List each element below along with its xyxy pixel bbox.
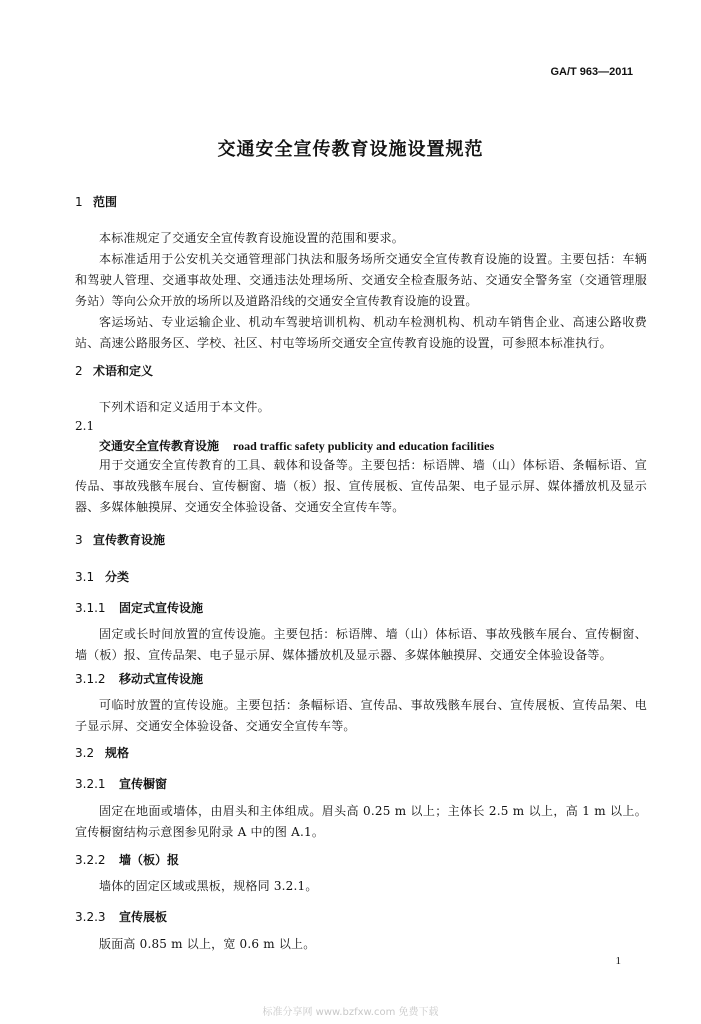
subsection-number: 3.1 <box>75 570 95 584</box>
subsection-3-1-2-heading <box>75 670 203 687</box>
subsection-title: 分类 <box>105 570 130 584</box>
subsection-3-1-heading <box>75 568 129 585</box>
subsection-3-2-1-heading <box>75 775 167 792</box>
subsection-3-1-1-heading <box>75 599 203 616</box>
section-number: 1 <box>75 195 83 209</box>
subsection-number: 3.1.1 <box>75 601 106 615</box>
page-number: 1 <box>615 955 621 967</box>
standard-code: GA/T 963—2011 <box>550 66 633 78</box>
section-1-heading <box>75 193 117 210</box>
subsection-title: 移动式宣传设施 <box>119 672 204 686</box>
subsection-3-2-2-heading <box>75 851 179 868</box>
subsection-number: 3.2 <box>75 746 95 760</box>
subsection-title: 宣传展板 <box>119 910 168 924</box>
subsection-3-2-2-paragraph: 墙体的固定区域或黑板，规格同 3.2.1。 <box>99 879 318 893</box>
subsection-3-2-3-heading <box>75 908 167 925</box>
subsection-3-2-heading <box>75 744 129 761</box>
section-2-heading <box>75 362 153 379</box>
subsection-3-2-1-paragraph: 固定在地面或墙体，由眉头和主体组成。眉头高 0.25 m 以上；主体长 2.5 m 以上，高 1 m 以上。宣传橱窗结构示意图参见附录 A 中的图 A.1。 <box>75 804 647 839</box>
section-1-paragraph-2: 本标准适用于公安机关交通管理部门执法和服务场所交通安全宣传教育设施的设置。主要包括：车辆和驾驶人管理、交通事故处理、交通违法处理场所、交通安全检查服务站、交通安全警务室（交通管理服务站）等向公众开放的场所以及道路沿线的交通安全宣传教育设施的设置。 <box>75 252 647 308</box>
section-title: 术语和定义 <box>93 364 154 378</box>
subsection-number: 3.2.2 <box>75 853 106 867</box>
section-number: 3 <box>75 533 83 547</box>
subsection-3-1-1-paragraph: 固定或长时间放置的宣传设施。主要包括：标语牌、墙（山）体标语、事故残骸车展台、宣传橱窗、墙（板）报、宣传品架、电子显示屏、媒体播放机及显示器、多媒体触摸屏、交通安全体验设备等。 <box>75 627 647 662</box>
section-3-heading <box>75 531 165 548</box>
section-title: 宣传教育设施 <box>93 533 166 547</box>
term-definition: 用于交通安全宣传教育的工具、载体和设备等。主要包括：标语牌、墙（山）体标语、条幅标语、宣传品、事故残骸车展台、宣传橱窗、墙（板）报、宣传展板、宣传品架、电子显示屏、媒体播放机及显示器、多媒体触摸屏、交通安全体验设备、交通安全宣传车等。 <box>75 458 647 514</box>
section-1-paragraph-3: 客运场站、专业运输企业、机动车驾驶培训机构、机动车检测机构、机动车销售企业、高速公路收费站、高速公路服务区、学校、社区、村屯等场所交通安全宣传教育设施的设置，可参照本标准执行。 <box>75 315 647 350</box>
subsection-number: 3.2.3 <box>75 910 106 924</box>
subsection-3-2-3-paragraph: 版面高 0.85 m 以上，宽 0.6 m 以上。 <box>99 937 316 951</box>
section-1-paragraph-1: 本标准规定了交通安全宣传教育设施设置的范围和要求。 <box>99 231 405 245</box>
watermark-text: 标准分享网 www.bzfxw.com 免费下载 <box>262 1007 439 1018</box>
document-title: 交通安全宣传教育设施设置规范 <box>217 139 484 160</box>
section-title: 范围 <box>93 195 118 209</box>
subsection-title: 宣传橱窗 <box>119 777 168 791</box>
subsection-title: 墙（板）报 <box>119 853 180 867</box>
subsection-number: 3.2.1 <box>75 777 106 791</box>
subsection-title: 固定式宣传设施 <box>119 601 204 615</box>
term-entry <box>99 437 494 454</box>
term-chinese: 交通安全宣传教育设施 <box>99 439 220 453</box>
subsection-3-1-2-paragraph: 可临时放置的宣传设施。主要包括：条幅标语、宣传品、事故残骸车展台、宣传展板、宣传品架、电子显示屏、交通安全体验设备、交通安全宣传车等。 <box>75 698 647 733</box>
subsection-title: 规格 <box>105 746 130 760</box>
section-number: 2 <box>75 364 83 378</box>
section-2-paragraph-1: 下列术语和定义适用于本文件。 <box>99 400 270 414</box>
term-number: 2.1 <box>75 419 95 433</box>
term-english: road traffic safety publicity and education facilities <box>233 439 495 453</box>
subsection-number: 3.1.2 <box>75 672 106 686</box>
